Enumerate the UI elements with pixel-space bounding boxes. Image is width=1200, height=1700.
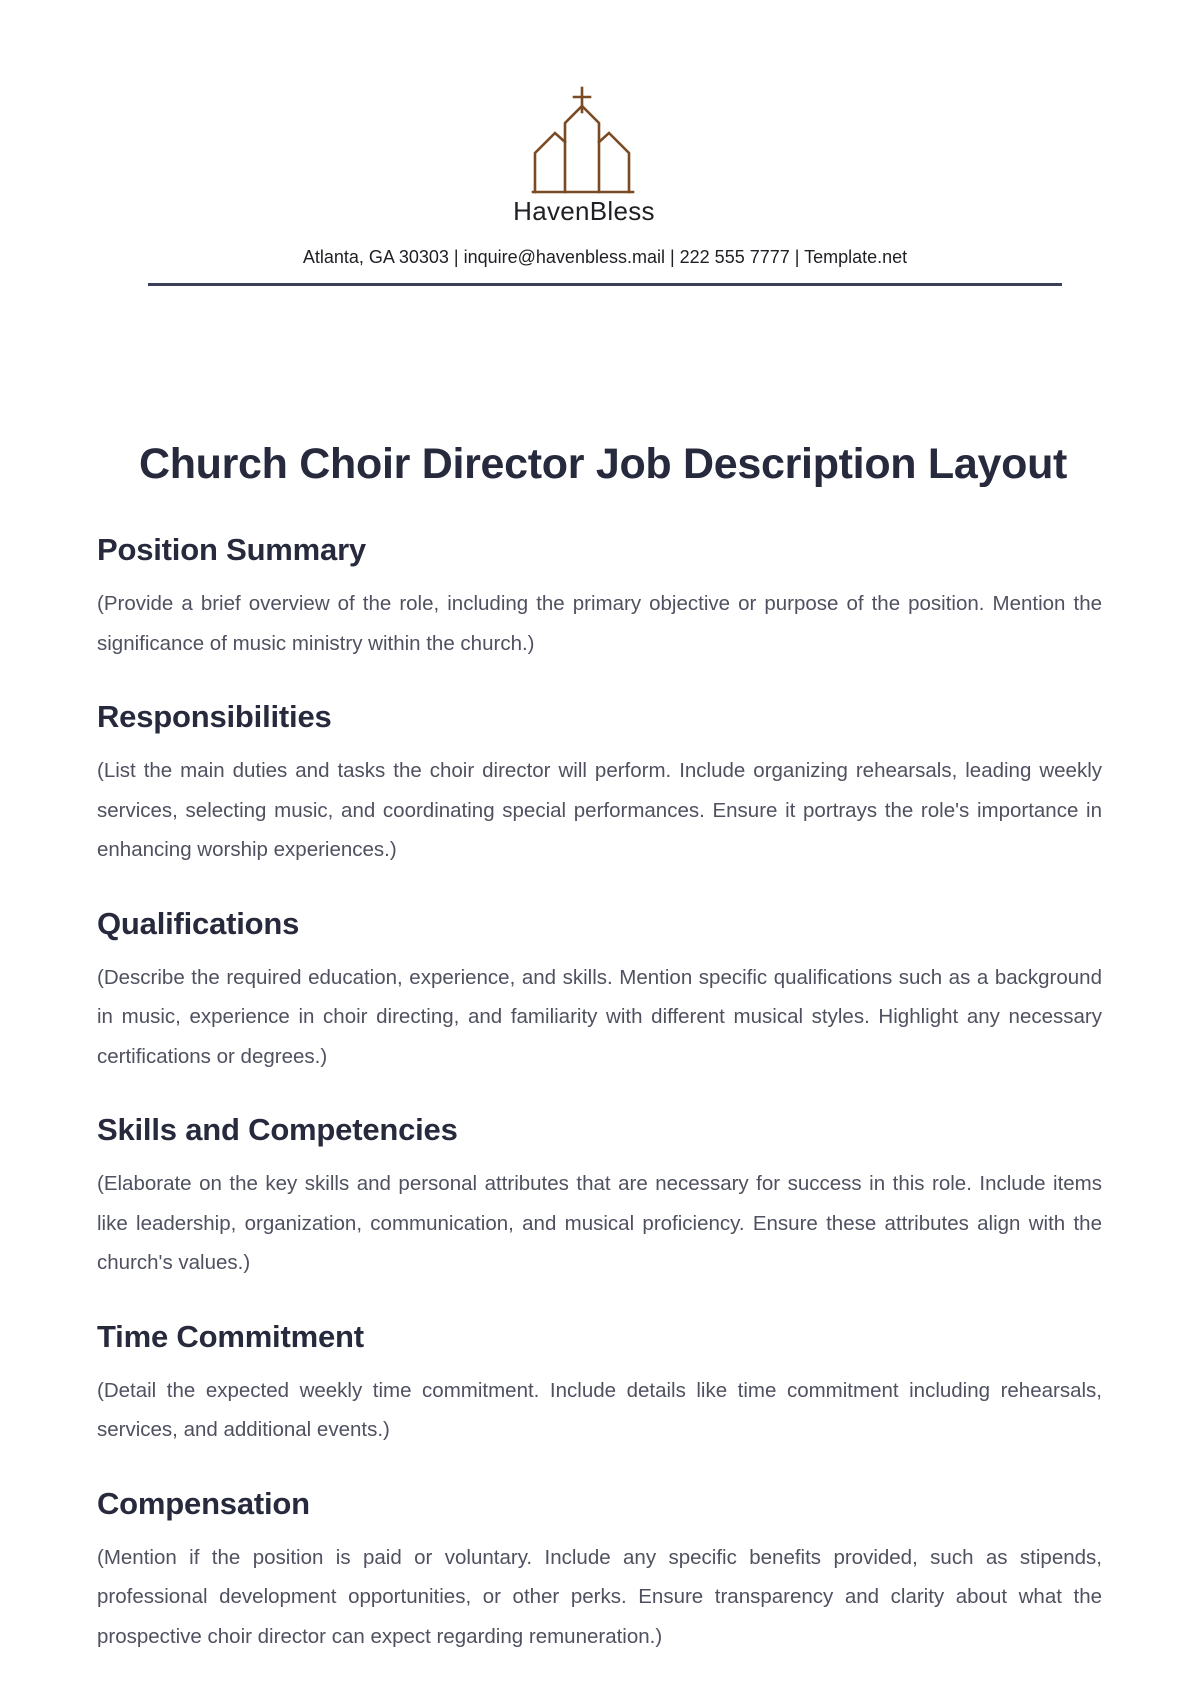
section-body: (Provide a brief overview of the role, including the primary objective or purpose of the position. Mention the significance of music ministry within the church.) bbox=[97, 592, 1102, 655]
section-heading: Compensation bbox=[97, 1485, 310, 1521]
section-body: (Describe the required education, experience, and skills. Mention specific qualifications such as a background in music, experience in choir directing, and familiarity with different musical styles. Highlight any necessary certifications or degrees.) bbox=[97, 965, 1102, 1068]
section-position-summary bbox=[97, 530, 1102, 663]
page-title: Church Choir Director Job Description Layout bbox=[138, 440, 1068, 488]
contact-line: Atlanta, GA 30303 | inquire@havenbless.mail | 222 555 7777 | Template.net bbox=[302, 247, 908, 267]
section-heading: Responsibilities bbox=[97, 699, 332, 734]
section-heading: Qualifications bbox=[97, 905, 300, 941]
brand-name: HavenBless bbox=[513, 196, 655, 226]
section-body: (List the main duties and tasks the choir director will perform. Include organizing rehearsals, leading weekly services, selecting music, and coordinating special performances. Ensure it portrays the role's importance in enhancing worship experiences.) bbox=[97, 759, 1102, 861]
section-heading: Time Commitment bbox=[97, 1318, 364, 1354]
section-body: (Detail the expected weekly time commitment. Include details like time commitment including rehearsals, services, and additional events.) bbox=[97, 1378, 1102, 1441]
section-qualifications bbox=[97, 904, 1102, 1077]
section-compensation bbox=[97, 1484, 1102, 1657]
section-body: (Mention if the position is paid or voluntary. Include any specific benefits provided, such as stipends, professional development opportunities, or other perks. Ensure transparency and clarity about what the prospective choir director can expect regarding remuneration.) bbox=[97, 1545, 1102, 1648]
section-skills-and-competencies bbox=[97, 1110, 1102, 1283]
section-responsibilities bbox=[97, 697, 1102, 870]
header-divider bbox=[148, 283, 1062, 286]
section-heading: Position Summary bbox=[97, 532, 366, 567]
church-icon bbox=[530, 86, 636, 194]
section-body: (Elaborate on the key skills and personal attributes that are necessary for success in this role. Include items like leadership, organization, communication, and musical proficiency. Ensure these attributes align with the church's values.) bbox=[97, 1172, 1102, 1274]
document-body bbox=[97, 530, 1102, 1690]
section-time-commitment bbox=[97, 1317, 1102, 1450]
section-heading: Skills and Competencies bbox=[97, 1112, 458, 1147]
